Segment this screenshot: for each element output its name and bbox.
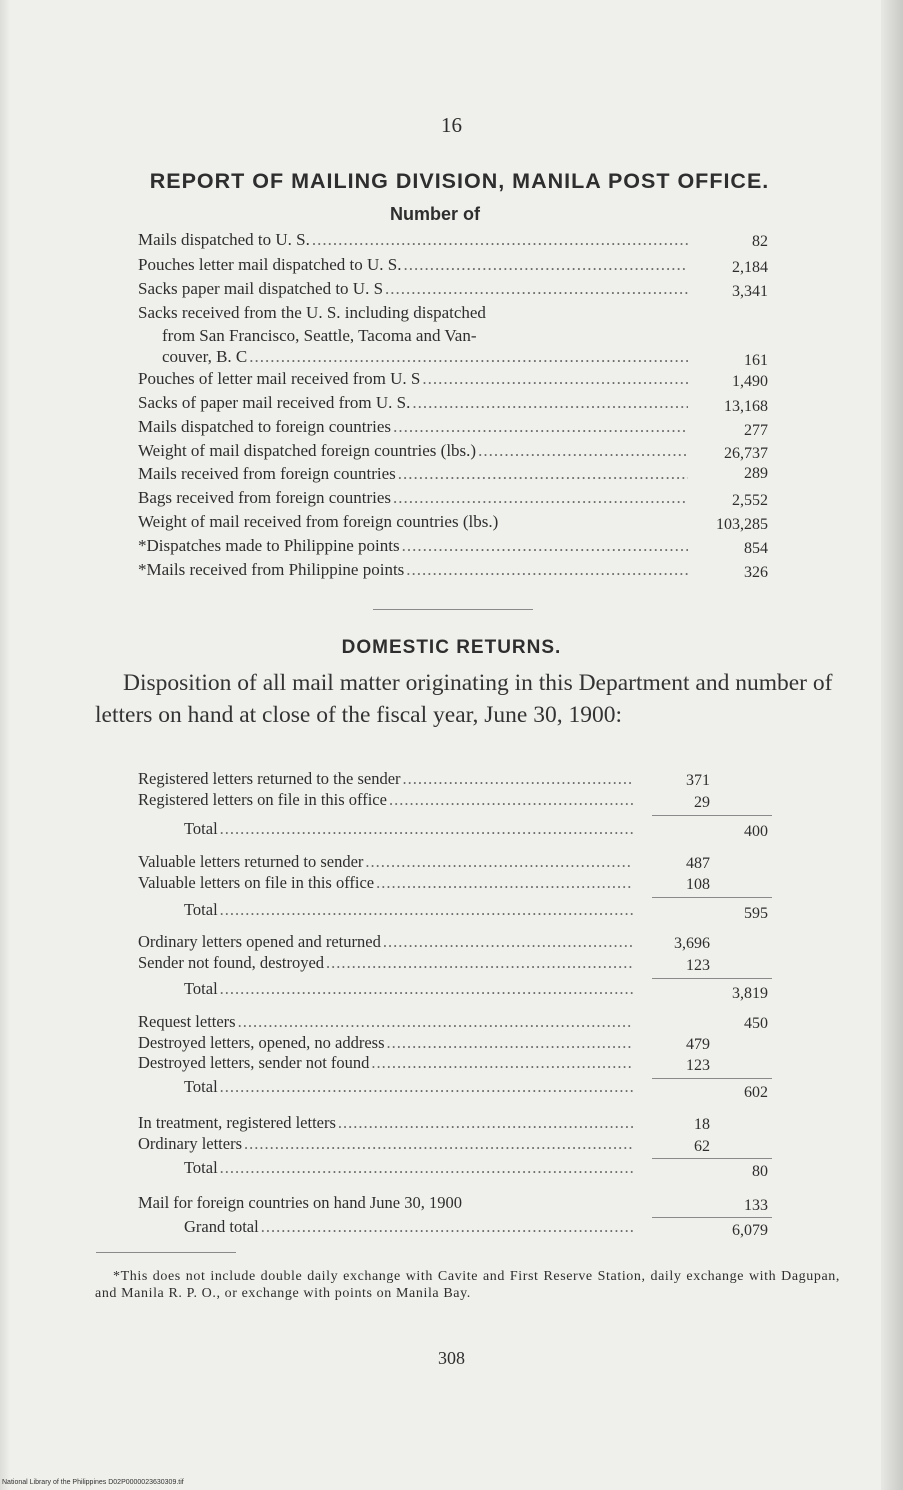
returns-row bbox=[138, 1011, 633, 1032]
returns-row-label: Request letters bbox=[138, 1012, 236, 1031]
mailing-row bbox=[138, 368, 688, 390]
mailing-row-value: 2,184 bbox=[732, 259, 768, 276]
mailing-row-value: 289 bbox=[744, 465, 768, 482]
foreign-on-hand-row bbox=[138, 1192, 658, 1213]
leader-dots bbox=[389, 789, 633, 810]
leader-dots bbox=[398, 463, 688, 485]
folio-number: 308 bbox=[438, 1348, 465, 1368]
mailing-row bbox=[138, 254, 688, 276]
grand-total-row bbox=[184, 1216, 633, 1237]
total-label: Total bbox=[184, 1158, 218, 1177]
leader-dots bbox=[387, 1032, 633, 1053]
mailing-row-label: Sacks received from the U. S. including dispatched bbox=[138, 303, 486, 322]
leader-dots bbox=[220, 978, 633, 999]
returns-row bbox=[138, 1032, 633, 1053]
returns-row bbox=[138, 952, 633, 973]
leader-dots bbox=[326, 952, 633, 973]
subtotal-rule bbox=[652, 815, 772, 816]
returns-row-value: 29 bbox=[694, 794, 710, 811]
mailing-row bbox=[138, 392, 688, 414]
leader-dots bbox=[261, 1216, 633, 1237]
returns-total-row bbox=[184, 818, 633, 839]
page-left-edge bbox=[0, 0, 10, 1490]
footnote-divider bbox=[96, 1252, 236, 1253]
mailing-row-value: 161 bbox=[744, 352, 768, 369]
mailing-row bbox=[138, 416, 688, 438]
mailing-row-value: 2,552 bbox=[732, 492, 768, 509]
returns-row-value: 487 bbox=[686, 855, 710, 872]
returns-row-label: Ordinary letters bbox=[138, 1134, 243, 1153]
leader-dots bbox=[478, 440, 688, 462]
returns-total-row bbox=[184, 1157, 633, 1178]
mailing-row-label: Mails dispatched to U. S. bbox=[138, 230, 310, 249]
returns-row bbox=[138, 768, 633, 789]
mailing-row-value: 326 bbox=[744, 564, 768, 581]
returns-row bbox=[138, 851, 633, 872]
returns-row-value: 371 bbox=[686, 772, 710, 789]
mailing-row-label: Weight of mail received from foreign countries (lbs.) bbox=[138, 512, 499, 531]
foreign-on-hand-label: Mail for foreign countries on hand June 30, 1900 bbox=[138, 1193, 462, 1212]
total-label: Total bbox=[184, 819, 218, 838]
mailing-row bbox=[138, 440, 688, 462]
returns-row-value: 123 bbox=[686, 957, 710, 974]
mailing-row-continuation: couver, B. C bbox=[162, 347, 248, 366]
leader-dots bbox=[220, 1157, 633, 1178]
mailing-row-label: Pouches of letter mail received from U. S bbox=[138, 369, 421, 388]
mailing-row-label: Pouches letter mail dispatched to U. S. bbox=[138, 255, 402, 274]
leader-dots bbox=[403, 768, 633, 789]
returns-total-value: 595 bbox=[744, 905, 768, 922]
mailing-row bbox=[138, 229, 688, 251]
mailing-row-label: Mails dispatched to foreign countries bbox=[138, 417, 392, 436]
returns-row-label: In treatment, registered letters bbox=[138, 1113, 336, 1132]
leader-dots bbox=[393, 416, 688, 438]
mailing-row-label: *Dispatches made to Philippine points bbox=[138, 536, 400, 555]
mailing-row bbox=[138, 535, 688, 557]
leader-dots bbox=[393, 487, 688, 509]
leader-dots bbox=[383, 931, 633, 952]
returns-row-label: Ordinary letters opened and returned bbox=[138, 932, 381, 951]
leader-dots bbox=[376, 872, 633, 893]
footnote-text: *This does not include double daily exchange with Cavite and First Reserve Station, daily exchange with Dagupan, and Manila R. P. O., or exchange with points on Manila Bay. bbox=[95, 1269, 840, 1301]
mailing-row-label: Sacks paper mail dispatched to U. S bbox=[138, 279, 384, 298]
leader-dots bbox=[365, 851, 633, 872]
mailing-row-label: Bags received from foreign countries bbox=[138, 488, 392, 507]
returns-row-label: Valuable letters returned to sender bbox=[138, 852, 364, 871]
mailing-row-continuation: from San Francisco, Seattle, Tacoma and Van- bbox=[162, 326, 477, 345]
footnote bbox=[95, 1268, 840, 1302]
returns-row-value: 450 bbox=[744, 1015, 768, 1032]
subtotal-rule bbox=[652, 897, 772, 898]
mailing-row-value: 82 bbox=[752, 233, 768, 250]
leader-dots bbox=[406, 559, 688, 581]
returns-row-value: 123 bbox=[686, 1057, 710, 1074]
returns-total-value: 602 bbox=[744, 1084, 768, 1101]
report-heading: REPORT OF MAILING DIVISION, MANILA POST OFFICE. bbox=[149, 169, 770, 193]
returns-total-value: 400 bbox=[744, 823, 768, 840]
mailing-row bbox=[138, 463, 688, 485]
returns-row bbox=[138, 1052, 633, 1073]
section-divider bbox=[373, 609, 533, 610]
mailing-row-label: Mails received from foreign countries bbox=[138, 464, 396, 483]
leader-dots bbox=[412, 392, 688, 414]
returns-row-label: Valuable letters on file in this office bbox=[138, 873, 375, 892]
mailing-row-label: *Mails received from Philippine points bbox=[138, 560, 405, 579]
mailing-row bbox=[138, 487, 688, 509]
mailing-row-value: 13,168 bbox=[724, 398, 768, 415]
returns-row-value: 18 bbox=[694, 1116, 710, 1133]
leader-dots bbox=[220, 818, 633, 839]
mailing-row bbox=[138, 559, 688, 581]
returns-row-label: Destroyed letters, sender not found bbox=[138, 1053, 370, 1072]
returns-row bbox=[138, 789, 633, 810]
leader-dots bbox=[403, 254, 688, 276]
leader-dots bbox=[338, 1112, 633, 1133]
returns-row-label: Registered letters on file in this office bbox=[138, 790, 387, 809]
mailing-row-label: Sacks of paper mail received from U. S. bbox=[138, 393, 411, 412]
returns-row-value: 479 bbox=[686, 1036, 710, 1053]
returns-row-label: Sender not found, destroyed bbox=[138, 953, 325, 972]
mailing-row bbox=[138, 278, 688, 300]
subtotal-rule bbox=[652, 1158, 772, 1159]
subtotal-rule bbox=[652, 978, 772, 979]
total-label: Total bbox=[184, 979, 218, 998]
mailing-row bbox=[162, 346, 688, 368]
returns-row-value: 108 bbox=[686, 876, 710, 893]
leader-dots bbox=[220, 1076, 633, 1097]
returns-row bbox=[138, 931, 633, 952]
total-label: Total bbox=[184, 1077, 218, 1096]
leader-dots bbox=[244, 1133, 633, 1154]
foreign-on-hand-value: 133 bbox=[744, 1197, 768, 1214]
leader-dots bbox=[402, 535, 688, 557]
returns-row-value: 62 bbox=[694, 1138, 710, 1155]
returns-total-row bbox=[184, 899, 633, 920]
leader-dots bbox=[249, 346, 688, 368]
library-stamp: National Library of the Philippines D02P0000023630309.tif bbox=[2, 1479, 184, 1486]
leader-dots bbox=[238, 1011, 633, 1032]
returns-total-row bbox=[184, 1076, 633, 1097]
returns-row-label: Destroyed letters, opened, no address bbox=[138, 1033, 385, 1052]
returns-row-value: 3,696 bbox=[674, 935, 710, 952]
grand-total-value: 6,079 bbox=[732, 1222, 768, 1239]
mailing-row-value: 26,737 bbox=[724, 445, 768, 462]
returns-total-value: 80 bbox=[752, 1163, 768, 1180]
leader-dots bbox=[371, 1052, 633, 1073]
returns-row bbox=[138, 1112, 633, 1133]
leader-dots bbox=[422, 368, 688, 390]
leader-dots bbox=[385, 278, 688, 300]
page-right-edge bbox=[881, 0, 903, 1490]
returns-row-label: Registered letters returned to the sender bbox=[138, 769, 401, 788]
subtotal-rule bbox=[652, 1078, 772, 1079]
page-number: 16 bbox=[441, 113, 462, 137]
total-label: Total bbox=[184, 900, 218, 919]
returns-row bbox=[138, 1133, 633, 1154]
leader-dots bbox=[220, 899, 633, 920]
number-of-subheading: Number of bbox=[390, 204, 480, 224]
mailing-row-value: 3,341 bbox=[732, 283, 768, 300]
domestic-intro-paragraph bbox=[95, 667, 835, 731]
mailing-row-value: 1,490 bbox=[732, 373, 768, 390]
domestic-intro-text: Disposition of all mail matter originating in this Department and number of letters on hand at close of the fiscal year, June 30, 1900: bbox=[95, 670, 833, 728]
returns-total-value: 3,819 bbox=[732, 985, 768, 1002]
leader-dots bbox=[312, 229, 688, 251]
mailing-row-label: Weight of mail dispatched foreign countries (lbs.) bbox=[138, 441, 477, 460]
mailing-row-value: 277 bbox=[744, 422, 768, 439]
domestic-returns-heading: DOMESTIC RETURNS. bbox=[341, 637, 562, 658]
grand-total-label: Grand total bbox=[184, 1217, 259, 1236]
mailing-row-value: 854 bbox=[744, 540, 768, 557]
grand-total-rule bbox=[652, 1217, 772, 1218]
mailing-row-value: 103,285 bbox=[716, 516, 768, 533]
returns-row bbox=[138, 872, 633, 893]
returns-total-row bbox=[184, 978, 633, 999]
